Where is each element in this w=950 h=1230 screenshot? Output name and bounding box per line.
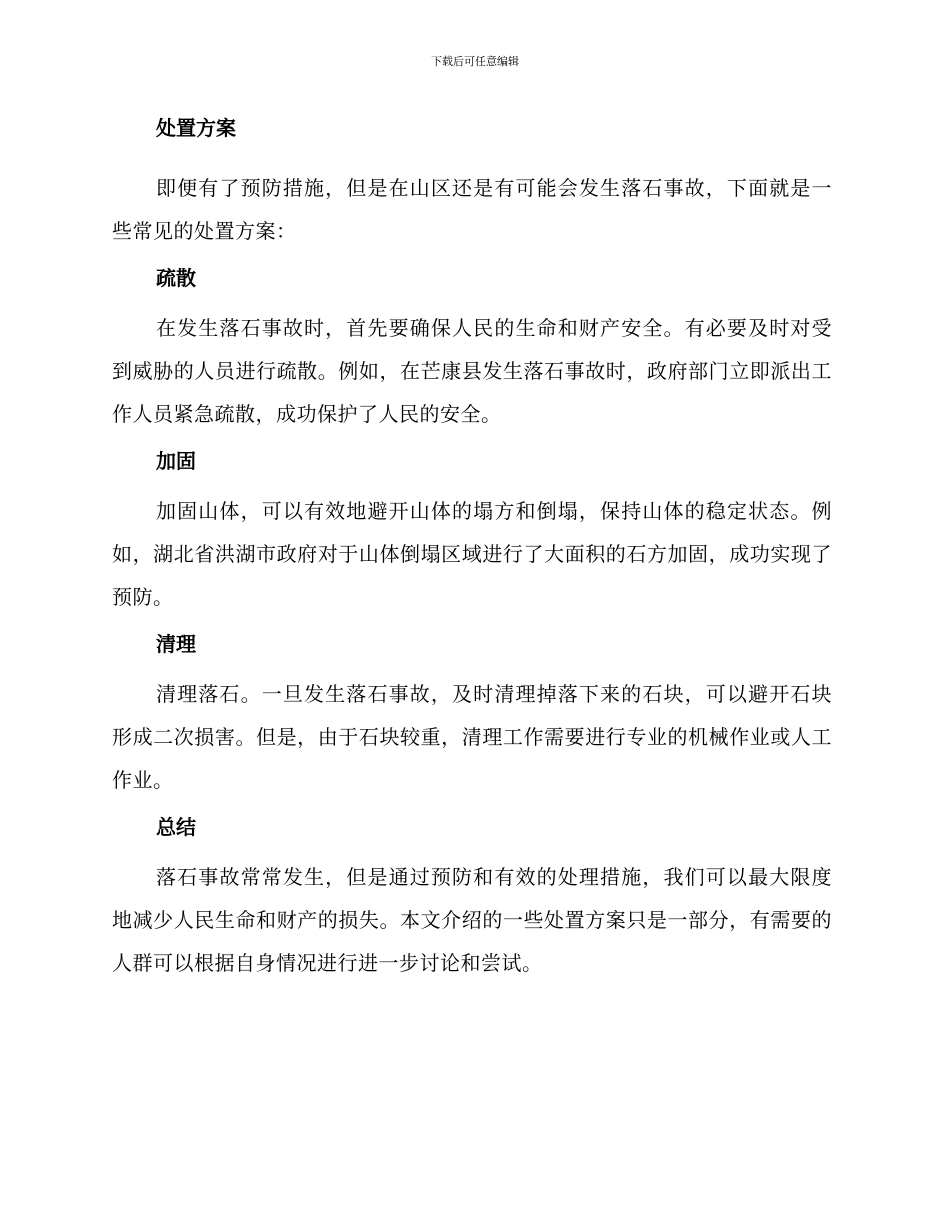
section-heading-summary: 总结	[156, 815, 196, 839]
paragraph-evacuation: 在发生落石事故时，首先要确保人民的生命和财产安全。有必要及时对受到威胁的人员进行疏散。例如，在芒康县发生落石事故时，政府部门立即派出工作人员紧急疏散，成功保护了人民的安全。	[112, 316, 832, 426]
document-body	[112, 112, 832, 985]
paragraph-summary: 落石事故常常发生，但是通过预防和有效的处理措施，我们可以最大限度地减少人民生命和财产的损失。本文介绍的一些处置方案只是一部分，有需要的人群可以根据自身情况进行进一步讨论和尝试。	[112, 865, 832, 975]
section-heading-evacuation: 疏散	[156, 266, 196, 290]
section-heading-cleanup: 清理	[156, 632, 196, 656]
header-note: 下载后可任意编辑	[431, 55, 519, 68]
section-heading-disposal-plan: 处置方案	[156, 116, 236, 140]
section-heading-reinforcement: 加固	[156, 449, 196, 473]
paragraph-cleanup: 清理落石。一旦发生落石事故，及时清理掉落下来的石块，可以避开石块形成二次损害。但是，由于石块较重，清理工作需要进行专业的机械作业或人工作业。	[112, 682, 832, 792]
paragraph-disposal-plan: 即便有了预防措施，但是在山区还是有可能会发生落石事故，下面就是一些常见的处置方案：	[112, 176, 832, 243]
paragraph-reinforcement: 加固山体，可以有效地避开山体的塌方和倒塌，保持山体的稳定状态。例如，湖北省洪湖市政府对于山体倒塌区域进行了大面积的石方加固，成功实现了预防。	[112, 499, 832, 609]
